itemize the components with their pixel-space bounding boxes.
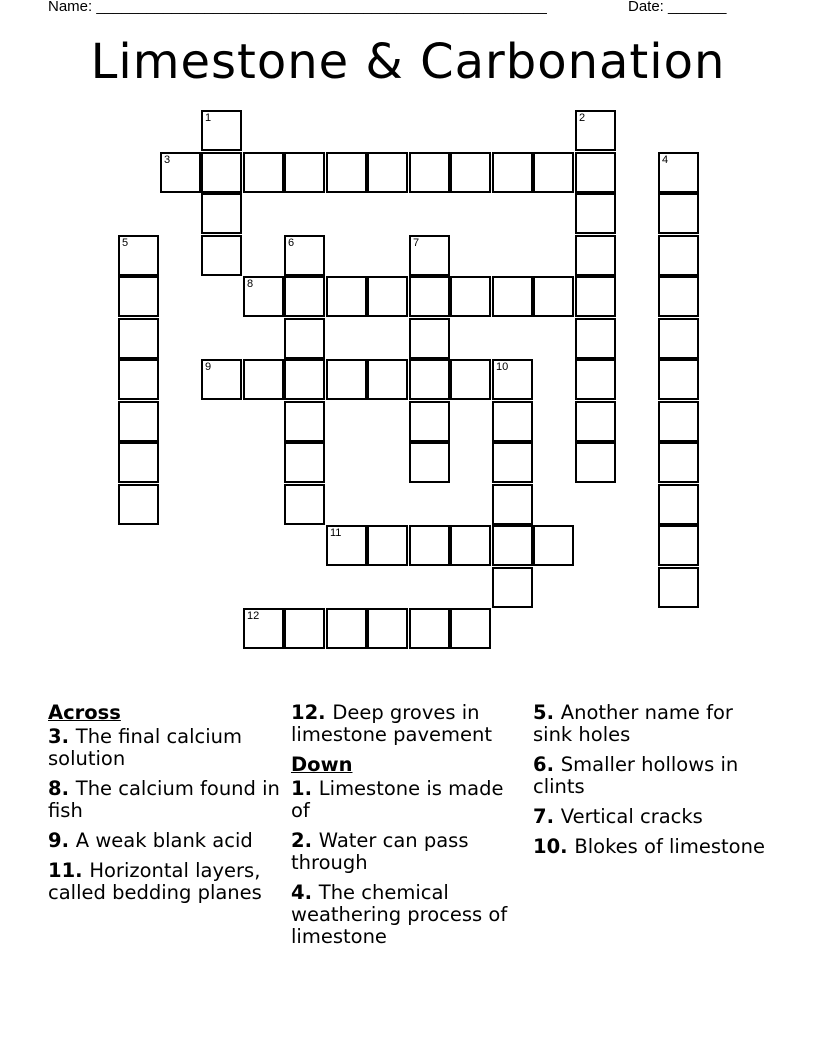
grid-cell[interactable] bbox=[284, 359, 325, 400]
grid-cell[interactable] bbox=[201, 193, 242, 234]
grid-cell[interactable] bbox=[118, 359, 159, 400]
clue-number: 6 bbox=[533, 753, 547, 776]
cell-number: 11 bbox=[330, 527, 342, 539]
cell-number: 5 bbox=[122, 237, 129, 249]
grid-cell[interactable] bbox=[367, 525, 408, 566]
clue-text: Deep groves in limestone pavement bbox=[291, 701, 492, 746]
grid-cell[interactable] bbox=[492, 442, 533, 483]
clue-text: Blokes of limestone bbox=[574, 835, 765, 858]
clue-text: Vertical cracks bbox=[560, 805, 703, 828]
clue-text: Smaller hollows in clints bbox=[533, 753, 739, 798]
clue-number: 7 bbox=[533, 805, 547, 828]
grid-cell[interactable] bbox=[367, 152, 408, 193]
clue-across-9: 9. A weak blank acid bbox=[48, 829, 253, 852]
down-heading: Down bbox=[291, 753, 353, 776]
page-title: Limestone & Carbonation bbox=[90, 34, 726, 90]
clue-number: 11 bbox=[48, 859, 76, 882]
grid-cell[interactable] bbox=[201, 110, 242, 151]
grid-cell[interactable] bbox=[450, 152, 491, 193]
grid-cell[interactable] bbox=[367, 359, 408, 400]
grid-cell[interactable] bbox=[284, 152, 325, 193]
cell-number: 1 bbox=[205, 112, 212, 124]
grid-cell[interactable] bbox=[575, 359, 616, 400]
grid-cell[interactable] bbox=[492, 567, 533, 608]
clue-text: Water can pass through bbox=[291, 829, 469, 874]
grid-cell[interactable] bbox=[326, 525, 367, 566]
grid-cell[interactable] bbox=[284, 276, 325, 317]
grid-cell[interactable] bbox=[450, 525, 491, 566]
clue-down-5: 5. Another name for sink holes bbox=[533, 701, 733, 746]
grid-cell[interactable] bbox=[201, 359, 242, 400]
clue-number: 9 bbox=[48, 829, 62, 852]
grid-cell[interactable] bbox=[409, 442, 450, 483]
grid-cell[interactable] bbox=[658, 484, 699, 525]
clues-column-1 bbox=[48, 702, 280, 912]
cell-number: 2 bbox=[579, 112, 586, 124]
clue-down-2: 2. Water can pass through bbox=[291, 829, 469, 874]
grid-cell[interactable] bbox=[658, 401, 699, 442]
grid-cell[interactable] bbox=[658, 235, 699, 276]
grid-cell[interactable] bbox=[409, 235, 450, 276]
grid-cell[interactable] bbox=[575, 442, 616, 483]
grid-cell[interactable] bbox=[367, 276, 408, 317]
clue-down-1: 1. Limestone is made of bbox=[291, 777, 504, 822]
grid-cell[interactable] bbox=[243, 608, 284, 649]
grid-cell[interactable] bbox=[326, 608, 367, 649]
clue-across-11: 11. Horizontal layers, called bedding planes bbox=[48, 859, 262, 904]
grid-cell[interactable] bbox=[409, 401, 450, 442]
grid-cell[interactable] bbox=[533, 525, 574, 566]
grid-cell[interactable] bbox=[409, 152, 450, 193]
grid-cell[interactable] bbox=[118, 235, 159, 276]
clue-text: Horizontal layers, called bedding planes bbox=[48, 859, 262, 904]
clue-number: 10 bbox=[533, 835, 561, 858]
clue-number: 1 bbox=[291, 777, 305, 800]
grid-cell[interactable] bbox=[575, 152, 616, 193]
cell-number: 9 bbox=[205, 361, 212, 373]
cell-number: 6 bbox=[288, 237, 295, 249]
across-heading: Across bbox=[48, 701, 121, 724]
grid-cell[interactable] bbox=[658, 525, 699, 566]
grid-cell[interactable] bbox=[492, 484, 533, 525]
clue-text: A weak blank acid bbox=[75, 829, 253, 852]
grid-cell[interactable] bbox=[450, 608, 491, 649]
grid-cell[interactable] bbox=[575, 235, 616, 276]
grid-cell[interactable] bbox=[243, 359, 284, 400]
grid-cell[interactable] bbox=[201, 152, 242, 193]
grid-cell[interactable] bbox=[243, 152, 284, 193]
clue-text: The calcium found in fish bbox=[48, 777, 280, 822]
grid-cell[interactable] bbox=[658, 276, 699, 317]
grid-cell[interactable] bbox=[160, 152, 201, 193]
clues-column-3 bbox=[533, 702, 769, 866]
cell-number: 3 bbox=[164, 154, 171, 166]
grid-cell[interactable] bbox=[284, 442, 325, 483]
grid-cell[interactable] bbox=[284, 608, 325, 649]
cell-number: 4 bbox=[662, 154, 669, 166]
grid-cell[interactable] bbox=[450, 359, 491, 400]
clue-number: 5 bbox=[533, 701, 547, 724]
clue-across-8: 8. The calcium found in fish bbox=[48, 777, 280, 822]
clue-text: Another name for sink holes bbox=[533, 701, 733, 746]
name-field[interactable]: Name: ______________________________________________________ bbox=[48, 0, 547, 15]
grid-cell[interactable] bbox=[658, 567, 699, 608]
grid-cell[interactable] bbox=[658, 193, 699, 234]
grid-cell[interactable] bbox=[118, 318, 159, 359]
cell-number: 7 bbox=[413, 237, 420, 249]
grid-cell[interactable] bbox=[492, 401, 533, 442]
grid-cell[interactable] bbox=[409, 318, 450, 359]
clue-across-12: 12. Deep groves in limestone pavement bbox=[291, 701, 492, 746]
grid-cell[interactable] bbox=[284, 318, 325, 359]
grid-cell[interactable] bbox=[533, 152, 574, 193]
clues-column-2 bbox=[291, 702, 527, 956]
clue-number: 2 bbox=[291, 829, 305, 852]
grid-cell[interactable] bbox=[575, 193, 616, 234]
cell-number: 10 bbox=[496, 361, 509, 373]
grid-cell[interactable] bbox=[118, 484, 159, 525]
grid-cell[interactable] bbox=[201, 235, 242, 276]
clue-text: The chemical weathering process of limestone bbox=[291, 881, 508, 948]
grid-cell[interactable] bbox=[284, 484, 325, 525]
grid-cell[interactable] bbox=[492, 525, 533, 566]
clue-down-6: 6. Smaller hollows in clints bbox=[533, 753, 739, 798]
grid-cell[interactable] bbox=[492, 152, 533, 193]
grid-cell[interactable] bbox=[243, 276, 284, 317]
grid-cell[interactable] bbox=[533, 276, 574, 317]
grid-cell[interactable] bbox=[409, 525, 450, 566]
grid-cell[interactable] bbox=[326, 359, 367, 400]
clue-text: Limestone is made of bbox=[291, 777, 504, 822]
clue-number: 3 bbox=[48, 725, 62, 748]
grid-cell[interactable] bbox=[118, 276, 159, 317]
clue-number: 8 bbox=[48, 777, 62, 800]
clue-number: 12 bbox=[291, 701, 319, 724]
grid-cell[interactable] bbox=[658, 442, 699, 483]
grid-cell[interactable] bbox=[575, 110, 616, 151]
grid-cell[interactable] bbox=[575, 276, 616, 317]
grid-cell[interactable] bbox=[326, 152, 367, 193]
grid-cell[interactable] bbox=[409, 608, 450, 649]
clue-down-10: 10. Blokes of limestone bbox=[533, 835, 765, 858]
grid-cell[interactable] bbox=[492, 359, 533, 400]
grid-cell[interactable] bbox=[284, 401, 325, 442]
grid-cell[interactable] bbox=[284, 235, 325, 276]
clue-down-7: 7. Vertical cracks bbox=[533, 805, 703, 828]
grid-cell[interactable] bbox=[118, 401, 159, 442]
clue-number: 4 bbox=[291, 881, 305, 904]
grid-cell[interactable] bbox=[575, 401, 616, 442]
grid-cell[interactable] bbox=[367, 608, 408, 649]
clue-across-3: 3. The final calcium solution bbox=[48, 725, 243, 770]
cell-number: 12 bbox=[247, 610, 260, 622]
grid-cell[interactable] bbox=[409, 359, 450, 400]
grid-cell[interactable] bbox=[658, 318, 699, 359]
grid-cell[interactable] bbox=[575, 318, 616, 359]
grid-cell[interactable] bbox=[450, 276, 491, 317]
grid-cell[interactable] bbox=[409, 276, 450, 317]
grid-cell[interactable] bbox=[326, 276, 367, 317]
clue-text: The final calcium solution bbox=[48, 725, 243, 770]
grid-cell[interactable] bbox=[658, 152, 699, 193]
grid-cell[interactable] bbox=[492, 276, 533, 317]
grid-cell[interactable] bbox=[658, 359, 699, 400]
date-field[interactable]: Date: _______ bbox=[628, 0, 727, 15]
grid-cell[interactable] bbox=[118, 442, 159, 483]
cell-number: 8 bbox=[247, 278, 254, 290]
clue-down-4: 4. The chemical weathering process of limestone bbox=[291, 881, 508, 948]
